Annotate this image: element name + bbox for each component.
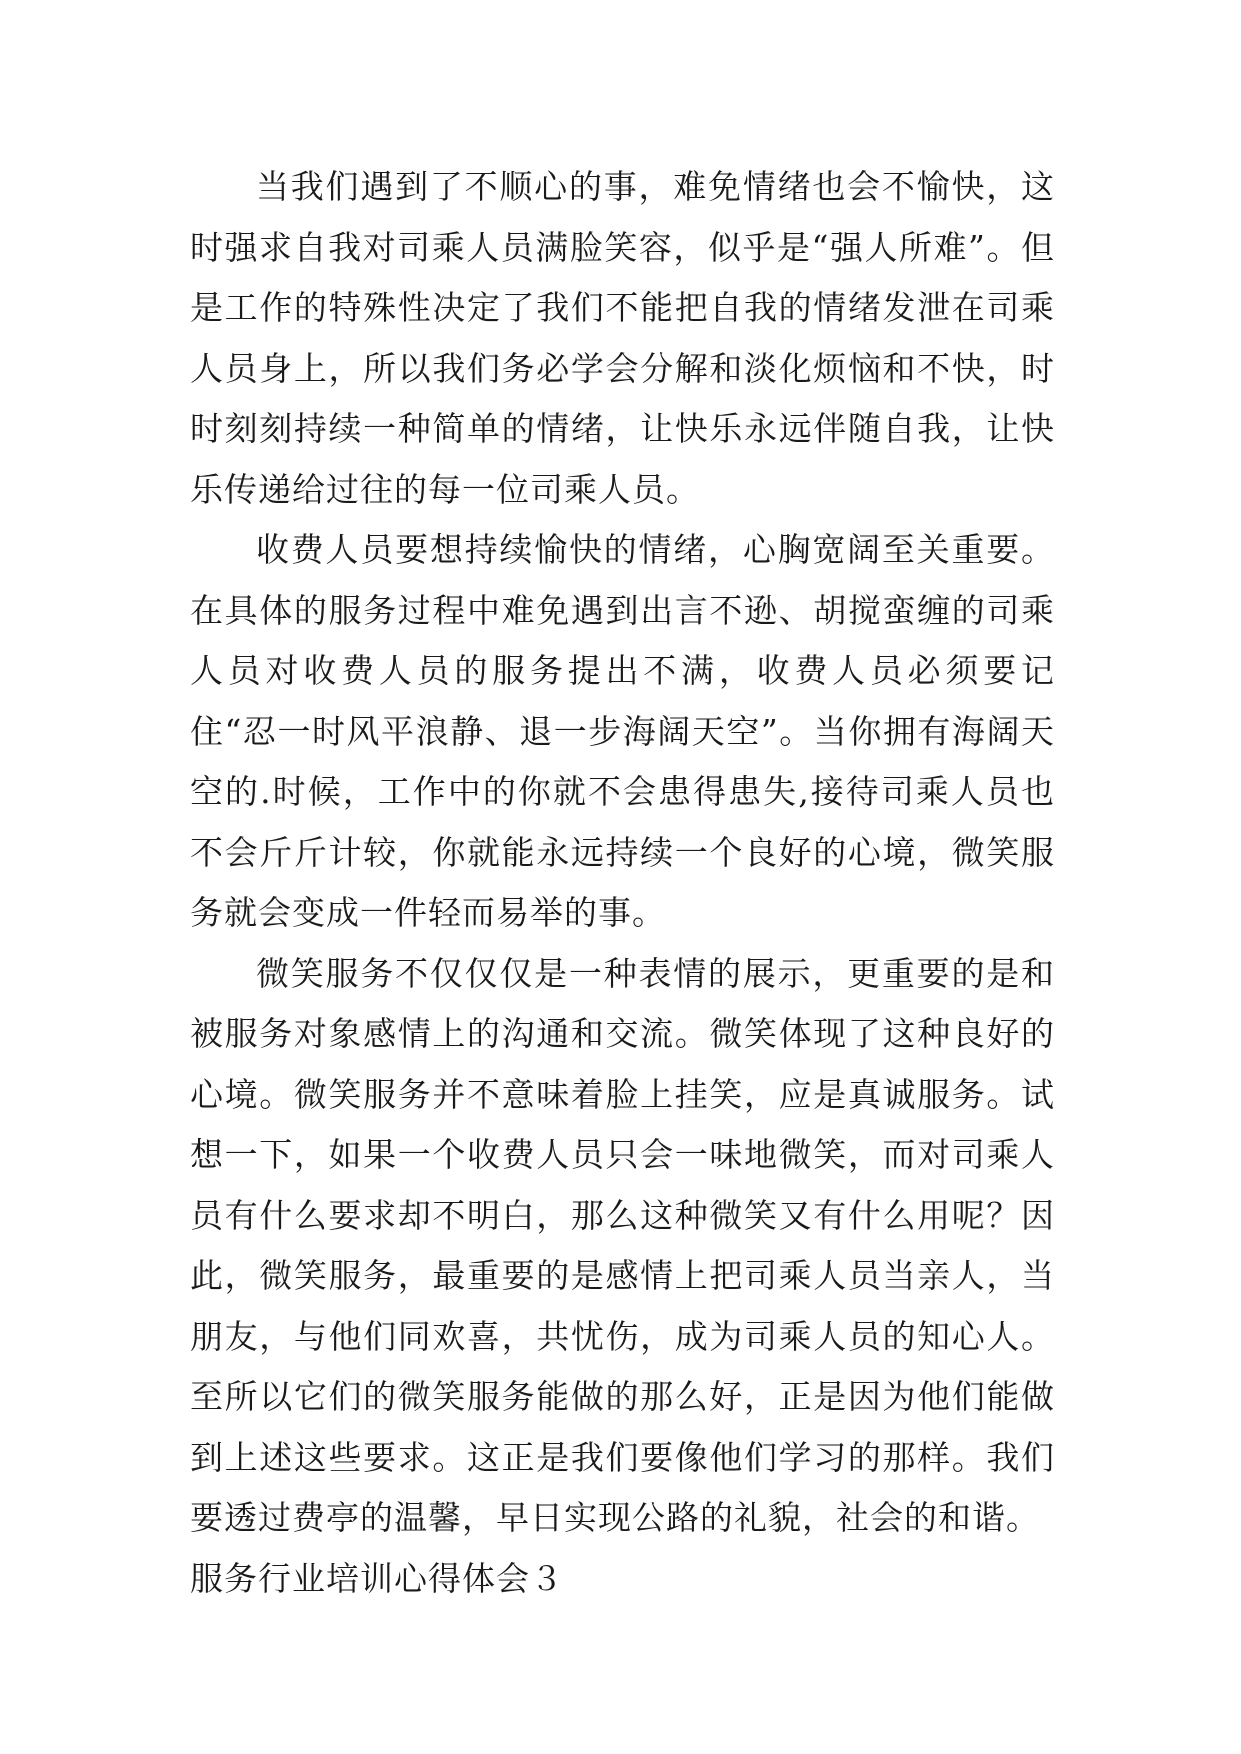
section-heading: 服务行业培训心得体会３ xyxy=(190,1558,564,1598)
paragraph-1: 当我们遇到了不顺心的事，难免情绪也会不愉快，这时强求自我对司乘人员满脸笑容，似乎是“强人所难”。但是工作的特殊性决定了我们不能把自我的情绪发泄在司乘人员身上，所以我们务必学会分解和淡化烦恼和不快，时时刻刻持续一种简单的情绪，让快乐永远伴随自我，让快乐传递给过往的每一位司乘人员。 xyxy=(190,167,1055,509)
paragraph-2: 收费人员要想持续愉快的情绪，心胸宽阔至关重要。在具体的服务过程中难免遇到出言不逊、胡搅蛮缠的司乘人员对收费人员的服务提出不满，收费人员必须要记住“忍一时风平浪静、退一步海阔天空”。当你拥有海阔天空的.时候，工作中的你就不会患得患失,接待司乘人员也不会斤斤计较，你就能永远持续一个良好的心境，微笑服务就会变成一件轻而易举的事。 xyxy=(190,530,1055,932)
document-body xyxy=(190,157,1055,1609)
paragraph-3: 微笑服务不仅仅仅是一种表情的展示，更重要的是和被服务对象感情上的沟通和交流。微笑体现了这种良好的心境。微笑服务并不意味着脸上挂笑，应是真诚服务。试想一下，如果一个收费人员只会一味地微笑，而对司乘人员有什么要求却不明白，那么这种微笑又有什么用呢？因此，微笑服务，最重要的是感情上把司乘人员当亲人，当朋友，与他们同欢喜，共忧伤，成为司乘人员的知心人。至所以它们的微笑服务能做的那么好，正是因为他们能做到上述这些要求。这正是我们要像他们学习的那样。我们要透过费亭的温馨，早日实现公路的礼貌，社会的和谐。 xyxy=(190,953,1055,1537)
